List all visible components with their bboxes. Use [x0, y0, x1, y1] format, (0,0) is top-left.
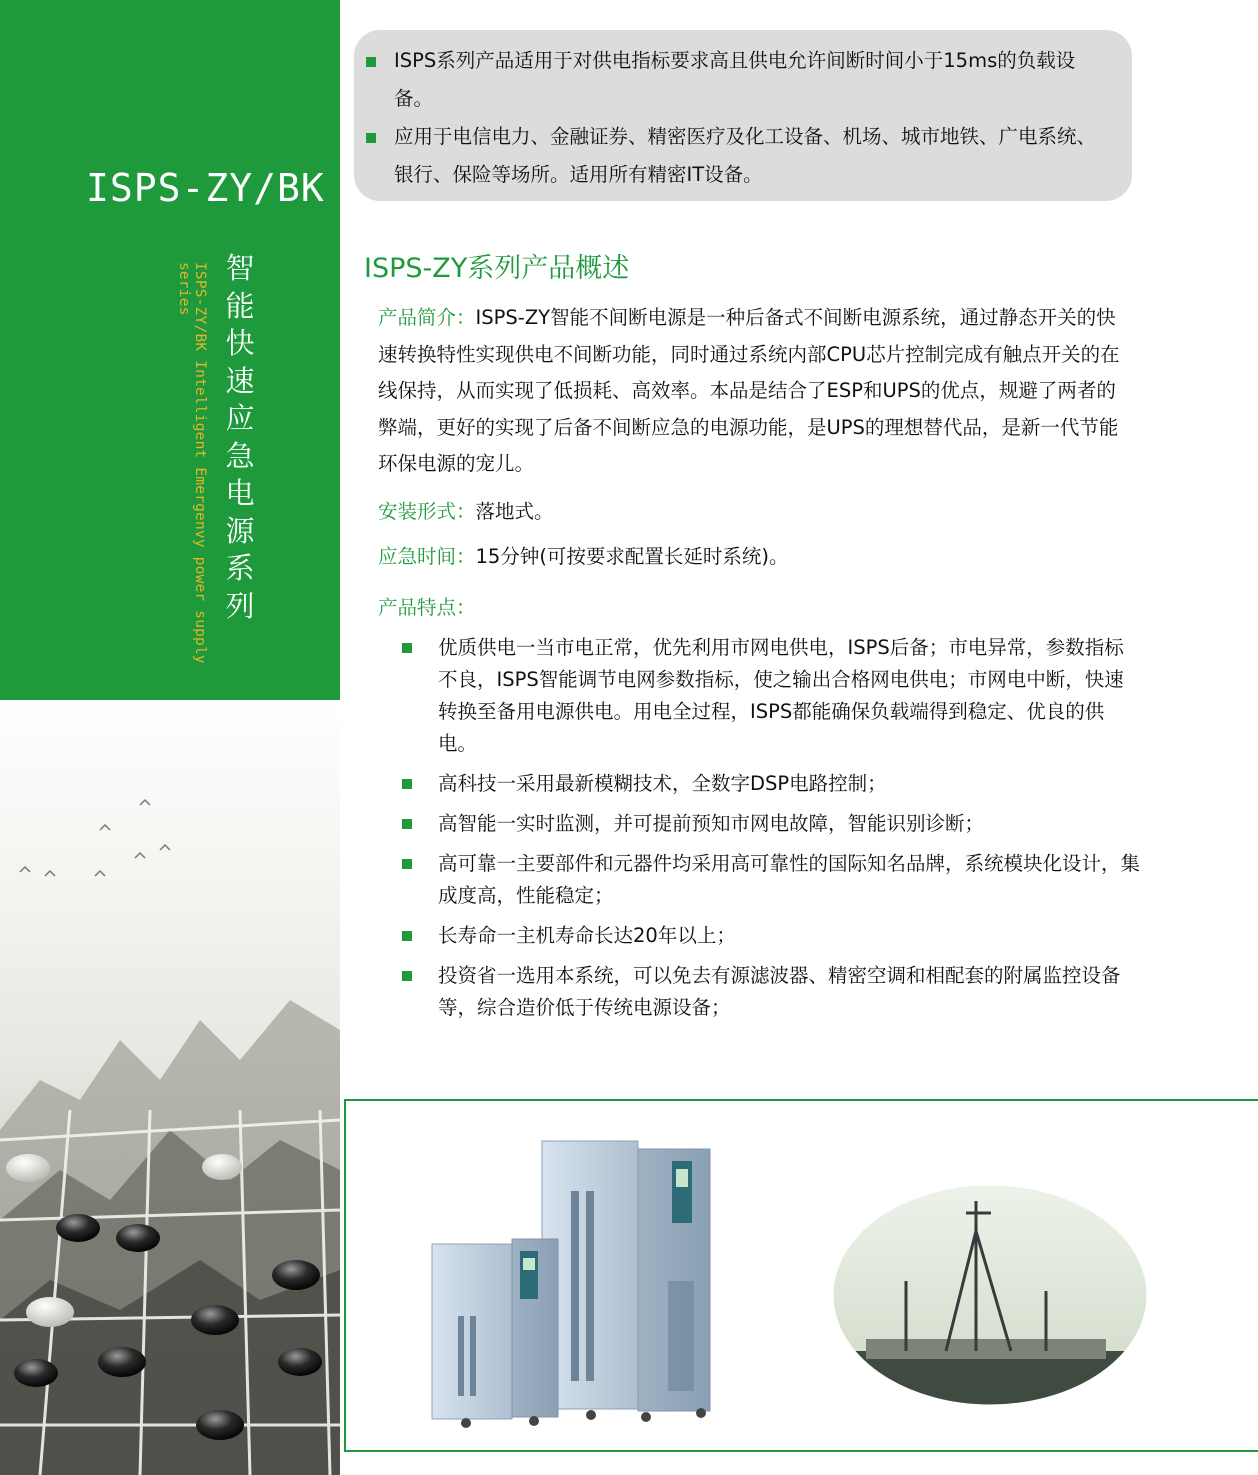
applications-box: [354, 30, 1132, 201]
install-label: 安装形式：: [378, 500, 476, 523]
list-item: 高智能一实时监测，并可提前预知市网电故障，智能识别诊断；: [402, 808, 1142, 840]
list-item: 高可靠一主要部件和元器件均采用高可靠性的国际知名品牌，系统模块化设计，集成度高，性能稳定；: [402, 848, 1142, 912]
bullet-square-icon: [366, 57, 376, 67]
list-item: 长寿命一主机寿命长达20年以上；: [402, 920, 1142, 952]
bullet-square-icon: [402, 859, 412, 869]
features-list: [402, 632, 1142, 1032]
series-title-cn: 智能快速应急电源系列: [225, 251, 255, 623]
bullet-square-icon: [402, 779, 412, 789]
list-item: 投资省一选用本系统，可以免去有源滤波器、精密空调和相配套的附属监控设备等，综合造价低于传统电源设备；: [402, 960, 1142, 1024]
bullet-square-icon: [402, 971, 412, 981]
bullet-square-icon: [402, 643, 412, 653]
highlight-item: ISPS系列产品适用于对供电指标要求高且供电允许间断时间小于15ms的负载设备。: [394, 42, 1114, 118]
product-code: ISPS-ZY/BK: [86, 166, 325, 210]
time-label: 应急时间：: [378, 545, 476, 568]
ups-cabinet-small: [432, 1239, 558, 1428]
intro-text: ISPS-ZY智能不间断电源是一种后备式不间断电源系统，通过静态开关的快速转换特性实现供电不间断功能，同时通过系统内部CPU芯片控制完成有触点开关的在线保持，从而实现了低损耗、高效率。本品是结合了ESP和UPS的优点，规避了两者的弊端，更好的实现了后备不间断应急的电源功能，是UPS的理想替代品，是新一代节能环保电源的宠儿。: [378, 306, 1120, 476]
installation-site-photo: [826, 1181, 1156, 1411]
time-value: 15分钟(可按要求配置长延时系统)。: [475, 545, 789, 568]
product-photos: [346, 1101, 1258, 1450]
ups-cabinet-large: [542, 1141, 710, 1422]
install-value: 落地式。: [475, 500, 554, 523]
install-row: [378, 496, 554, 524]
bullet-square-icon: [402, 819, 412, 829]
features-label: 产品特点：: [378, 596, 476, 619]
sidebar: [0, 0, 340, 1475]
section-title: ISPS-ZY系列产品概述: [364, 253, 630, 284]
product-photos-panel: [344, 1099, 1258, 1452]
bullet-square-icon: [402, 931, 412, 941]
landscape-go-board-image: [0, 700, 340, 1475]
intro-label: 产品简介：: [378, 306, 476, 329]
landscape-illustration: [0, 700, 340, 1475]
emergency-time-row: [378, 541, 789, 569]
product-intro: [378, 300, 1126, 483]
bullet-square-icon: [366, 133, 376, 143]
list-item: 高科技一采用最新模糊技术，全数字DSP电路控制；: [402, 768, 1142, 800]
series-title-en: ISPS-ZY/BK Intelligent Emergenvy power supply series: [176, 262, 208, 664]
highlight-item: 应用于电信电力、金融证券、精密医疗及化工设备、机场、城市地铁、广电系统、银行、保险等场所。适用所有精密IT设备。: [394, 118, 1114, 194]
sidebar-green-panel: [0, 0, 340, 700]
list-item: 优质供电一当市电正常，优先利用市网电供电，ISPS后备；市电异常，参数指标不良，ISPS智能调节电网参数指标，使之输出合格网电供电；市网电中断，快速转换至备用电源供电。用电全过程，ISPS都能确保负载端得到稳定、优良的供电。: [402, 632, 1142, 760]
